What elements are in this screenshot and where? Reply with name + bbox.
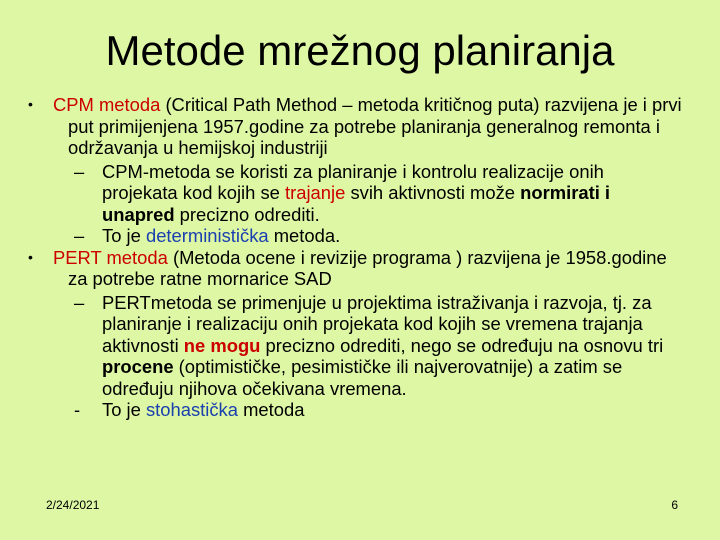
highlight-word: trajanje	[285, 182, 346, 203]
text-run: metoda.	[268, 225, 341, 246]
sub-item-text	[102, 292, 684, 400]
bullet-text	[53, 247, 684, 290]
highlight-word: deterministička	[145, 225, 269, 246]
bullet-item-pert	[24, 247, 684, 290]
method-name: CPM metoda	[53, 94, 161, 115]
sub-item-text	[102, 161, 684, 226]
text-run: metoda	[237, 399, 305, 420]
dash-marker: –	[74, 225, 85, 246]
bullet-item-cpm	[24, 94, 684, 159]
method-description: (Critical Path Method – metoda kritičnog puta) razvijena je i prvi put primijenjena 1957.godine za potrebe planiranja generalnog remonta i održavanja u hemijskoj industriji	[68, 94, 682, 158]
footer-date: 2/24/2021	[46, 498, 100, 512]
text-run: To je	[102, 399, 146, 420]
bold-phrase: normirati i unapred	[102, 182, 611, 225]
text-run: PERTmetoda se primenjuje u projektima istraživanja i razvoja, tj. za planiranje i realizaciju onih projekata kod kojih se vremena trajanja aktivnosti	[102, 291, 652, 356]
sub-item	[24, 225, 684, 247]
highlight-word: stohastička	[145, 399, 238, 420]
highlight-word: ne mogu	[183, 334, 261, 356]
dash-marker: –	[74, 291, 85, 313]
sub-item-text	[102, 399, 684, 421]
dash-marker: –	[74, 160, 85, 182]
slide-title: Metode mrežnog planiranja	[105, 27, 615, 74]
bullet-icon: •	[28, 248, 33, 265]
sub-item-text	[102, 225, 684, 247]
text-run: To je	[102, 225, 146, 246]
text-run: precizno odrediti, nego se određuju na osnovu tri	[260, 334, 664, 356]
bold-phrase: procene	[102, 356, 174, 377]
text-run: (optimističke, pesimističke ili najverovatnije) a zatim se određuju njihova očekivana vremena.	[102, 356, 623, 399]
sub-item	[24, 161, 684, 226]
sub-item	[24, 292, 684, 400]
method-description: (Metoda ocene i revizije programa ) razvijena je 1958.godine za potrebe ratne mornarice SAD	[68, 246, 667, 289]
method-name: PERT metoda	[53, 246, 168, 268]
dash-marker: -	[74, 399, 81, 420]
bullet-text	[53, 94, 684, 159]
sub-item	[24, 399, 684, 421]
slide-content	[24, 94, 684, 421]
text-run: CPM-metoda se koristi za planiranje i kontrolu realizacije onih projekata kod kojih se	[102, 160, 604, 203]
text-run: svih aktivnosti može	[345, 182, 521, 203]
text-run: precizno odrediti.	[174, 203, 320, 225]
page-number: 6	[671, 498, 678, 512]
bullet-icon: •	[28, 96, 33, 112]
